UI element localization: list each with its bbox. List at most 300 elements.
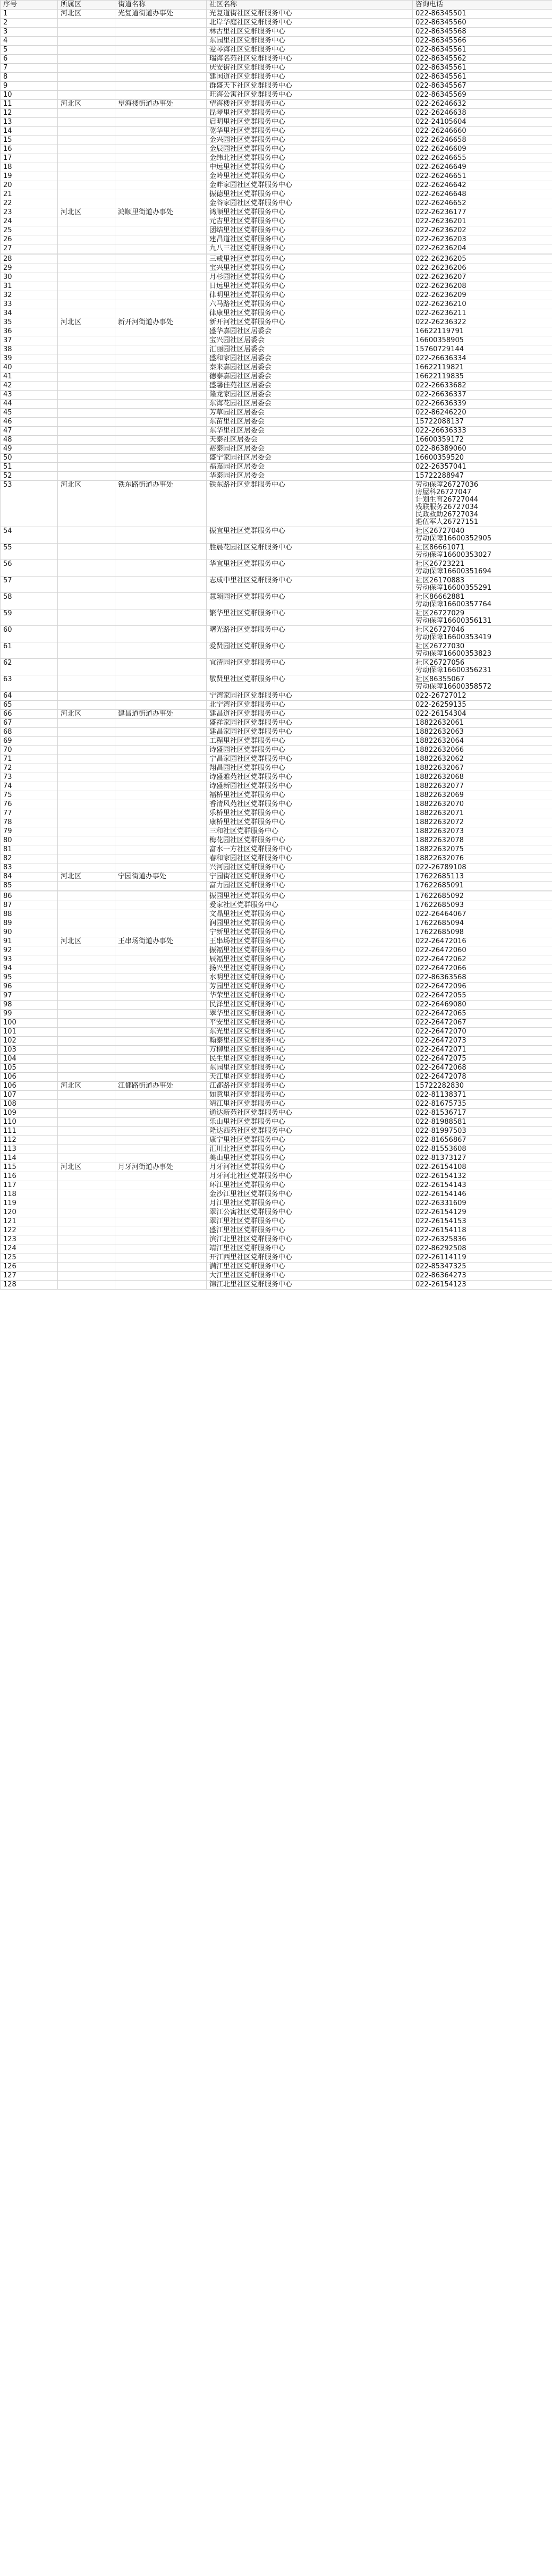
cell-index: 22 [1,199,58,208]
cell-index: 17 [1,154,58,163]
cell-community: 宝兴里社区党群服务中心 [207,264,413,273]
cell-street [115,827,207,836]
cell-community: 文晶里社区党群服务中心 [207,910,413,919]
cell-community: 金辰园社区党群服务中心 [207,145,413,154]
cell-street [115,382,207,391]
cell-index: 27 [1,244,58,253]
cell-phone: 022-26246632 [413,100,552,109]
cell-index: 2 [1,19,58,28]
table-row [1,892,552,901]
table-row [1,217,552,226]
cell-district [58,127,115,136]
table-row [1,1073,552,1082]
cell-index: 106 [1,1073,58,1082]
table-row [1,1010,552,1019]
cell-street [115,577,207,593]
cell-street [115,136,207,145]
cell-community: 万柳里社区党群服务中心 [207,1046,413,1055]
cell-community: 盛华嘉园社区居委会 [207,327,413,336]
cell-phone: 18822632077 [413,782,552,791]
cell-community: 靖江里社区党群服务中心 [207,1244,413,1253]
cell-index: 40 [1,363,58,372]
table-row [1,701,552,710]
table-row [1,901,552,910]
cell-district [58,354,115,363]
cell-phone: 022-26472068 [413,1064,552,1073]
table-row [1,992,552,1001]
cell-district [58,791,115,800]
cell-community: 大江里社区党群服务中心 [207,1272,413,1281]
cell-phone: 社区26727029 劳动保障16600356131 [413,609,552,626]
table-row [1,345,552,354]
cell-district [58,445,115,454]
cell-phone: 022-26472055 [413,992,552,1001]
cell-street: 江都路街道办事处 [115,1082,207,1091]
cell-index: 99 [1,1010,58,1019]
cell-index: 97 [1,992,58,1001]
table-row [1,982,552,992]
cell-community: 振宜里社区党群服务中心 [207,527,413,544]
cell-community: 三和社区党群服务中心 [207,827,413,836]
cell-phone: 022-81373127 [413,1154,552,1163]
cell-community: 九八三社区党群服务中心 [207,244,413,253]
cell-index: 44 [1,400,58,409]
table-row [1,1055,552,1064]
cell-phone: 022-26727012 [413,692,552,701]
cell-index: 59 [1,609,58,626]
table-row [1,1028,552,1037]
table-row [1,1244,552,1253]
cell-district [58,145,115,154]
cell-index: 45 [1,409,58,418]
cell-index: 100 [1,1019,58,1028]
cell-district [58,1109,115,1118]
cell-district [58,217,115,226]
cell-index: 84 [1,872,58,882]
cell-index: 65 [1,701,58,710]
table-row [1,1235,552,1244]
cell-index: 76 [1,800,58,809]
table-row [1,463,552,472]
table-row [1,1046,552,1055]
cell-phone: 022-26236206 [413,264,552,273]
cell-district [58,1181,115,1190]
cell-community: 东园里社区党群服务中心 [207,1064,413,1073]
cell-phone: 022-26236203 [413,235,552,244]
cell-community: 裕泰园社区居委会 [207,445,413,454]
cell-phone: 18822632069 [413,791,552,800]
cell-district [58,809,115,818]
cell-community: 新开河社区党群服务中心 [207,318,413,327]
table-row [1,1262,552,1272]
cell-street [115,1100,207,1109]
cell-street: 宁园街道办事处 [115,872,207,882]
table-row [1,244,552,253]
cell-street [115,181,207,190]
table-row [1,10,552,19]
cell-index: 72 [1,764,58,773]
header-row [1,1,552,10]
cell-community: 建昌家园社区党群服务中心 [207,728,413,737]
cell-index: 92 [1,946,58,955]
cell-phone: 022-24105604 [413,118,552,127]
cell-community: 旺海公寓社区党群服务中心 [207,91,413,100]
header-street: 街道名称 [115,1,207,10]
cell-community: 元吉里社区党群服务中心 [207,217,413,226]
cell-community: 盛宁家园社区居委会 [207,454,413,463]
table-row [1,208,552,217]
cell-index: 54 [1,527,58,544]
cell-community: 月牙河北社区党群服务中心 [207,1172,413,1181]
cell-district [58,363,115,372]
cell-street [115,345,207,354]
header-district: 所属区 [58,1,115,10]
cell-phone: 17622685098 [413,928,552,937]
cell-district [58,1118,115,1127]
table-row [1,382,552,391]
cell-phone: 022-26154118 [413,1226,552,1235]
cell-street [115,409,207,418]
cell-street [115,1136,207,1145]
cell-district [58,1010,115,1019]
cell-community: 北岸华庭社区党群服务中心 [207,19,413,28]
cell-index: 105 [1,1064,58,1073]
cell-index: 83 [1,863,58,872]
cell-phone: 022-26236208 [413,282,552,291]
cell-index: 13 [1,118,58,127]
cell-district [58,282,115,291]
cell-district [58,928,115,937]
header-index: 序号 [1,1,58,10]
cell-district [58,19,115,28]
cell-district [58,235,115,244]
cell-community: 月江里社区党群服务中心 [207,1199,413,1208]
cell-phone: 18822632076 [413,854,552,863]
cell-street [115,527,207,544]
cell-community: 胜晨花园社区党群服务中心 [207,544,413,560]
cell-district [58,593,115,609]
cell-street [115,882,207,891]
cell-street [115,609,207,626]
cell-community: 群盛天下社区党群服务中心 [207,82,413,91]
cell-district [58,642,115,659]
cell-district [58,37,115,46]
cell-street [115,1028,207,1037]
cell-district [58,1217,115,1226]
cell-index: 69 [1,737,58,746]
cell-street [115,675,207,692]
cell-district [58,273,115,282]
cell-index: 21 [1,190,58,199]
cell-street [115,1217,207,1226]
cell-community: 盛馨佳苑社区居委会 [207,382,413,391]
cell-street [115,37,207,46]
cell-phone: 022-81997503 [413,1127,552,1136]
cell-district [58,91,115,100]
cell-street: 鸿顺里街道办事处 [115,208,207,217]
table-row [1,791,552,800]
cell-phone: 15722288947 [413,472,552,481]
cell-index: 127 [1,1272,58,1281]
cell-index: 20 [1,181,58,190]
cell-street [115,418,207,427]
cell-street [115,1019,207,1028]
cell-street [115,163,207,172]
cell-street [115,190,207,199]
cell-district [58,1019,115,1028]
cell-phone: 022-86345562 [413,55,552,64]
table-row [1,336,552,345]
table-row [1,318,552,327]
cell-phone: 022-86345569 [413,91,552,100]
cell-district [58,255,115,264]
cell-community: 德泰嘉园社区居委会 [207,372,413,382]
cell-index: 28 [1,255,58,264]
cell-phone: 022-26246638 [413,109,552,118]
cell-street [115,626,207,642]
cell-phone: 022-26636337 [413,391,552,400]
cell-community: 翠江公寓社区党群服务中心 [207,1208,413,1217]
cell-phone: 18822632066 [413,746,552,755]
cell-phone: 022-26246609 [413,145,552,154]
cell-district [58,64,115,73]
cell-community: 宁园街社区党群服务中心 [207,872,413,882]
cell-index: 75 [1,791,58,800]
cell-district: 河北区 [58,1082,115,1091]
cell-index: 124 [1,1244,58,1253]
cell-street [115,226,207,235]
cell-street [115,1190,207,1199]
cell-community: 望海楼社区党群服务中心 [207,100,413,109]
cell-street [115,845,207,854]
cell-index: 104 [1,1055,58,1064]
cell-district [58,136,115,145]
cell-district [58,172,115,181]
cell-community: 林古里社区党群服务中心 [207,28,413,37]
table-row [1,773,552,782]
cell-street: 铁东路街道办事处 [115,481,207,527]
cell-phone: 022-86345567 [413,82,552,91]
cell-community: 东光里社区党群服务中心 [207,1028,413,1037]
cell-index: 117 [1,1181,58,1190]
cell-community: 香清风苑社区党群服务中心 [207,800,413,809]
cell-district [58,973,115,982]
cell-phone: 17622685094 [413,919,552,928]
cell-index: 4 [1,37,58,46]
cell-district [58,427,115,436]
cell-index: 66 [1,710,58,719]
cell-index: 38 [1,345,58,354]
cell-index: 30 [1,273,58,282]
cell-community: 盛江里社区党群服务中心 [207,1226,413,1235]
cell-index: 95 [1,973,58,982]
table-row [1,1226,552,1235]
cell-district: 河北区 [58,208,115,217]
cell-district [58,1136,115,1145]
cell-index: 98 [1,1001,58,1010]
cell-district [58,1064,115,1073]
cell-district: 河北区 [58,481,115,527]
cell-index: 128 [1,1281,58,1290]
table-row [1,28,552,37]
cell-district [58,737,115,746]
cell-community: 爱家社区党群服务中心 [207,901,413,910]
cell-community: 乐山里社区党群服务中心 [207,1118,413,1127]
table-row [1,642,552,659]
cell-phone: 022-26246660 [413,127,552,136]
table-row [1,1109,552,1118]
table-row [1,527,552,544]
cell-phone: 022-26236205 [413,255,552,264]
table-row [1,445,552,454]
cell-street [115,892,207,901]
cell-district [58,118,115,127]
cell-community: 律康里社区党群服务中心 [207,309,413,318]
cell-street [115,1010,207,1019]
cell-street [115,809,207,818]
cell-phone: 社区86662881 劳动保障16600357764 [413,593,552,609]
table-row [1,560,552,577]
cell-phone: 022-81675735 [413,1100,552,1109]
cell-district [58,692,115,701]
cell-phone: 022-81553608 [413,1145,552,1154]
cell-district [58,854,115,863]
cell-index: 42 [1,382,58,391]
cell-street [115,445,207,454]
cell-district: 河北区 [58,872,115,882]
cell-phone: 022-26236209 [413,291,552,300]
table-row [1,172,552,181]
cell-district [58,409,115,418]
cell-street: 望海楼街道办事处 [115,100,207,109]
cell-street: 月牙河街道办事处 [115,1163,207,1172]
cell-district [58,892,115,901]
cell-street [115,327,207,336]
cell-community: 华荣里社区党群服务中心 [207,992,413,1001]
cell-index: 56 [1,560,58,577]
cell-district [58,901,115,910]
cell-phone: 022-26259135 [413,701,552,710]
cell-phone: 022-26472065 [413,1010,552,1019]
cell-index: 35 [1,318,58,327]
table-row [1,675,552,692]
cell-phone: 022-26472060 [413,946,552,955]
cell-community: 滨江北里社区党群服务中心 [207,1235,413,1244]
cell-community: 东华里社区居委会 [207,427,413,436]
cell-phone: 18822632067 [413,764,552,773]
cell-community: 六马路社区党群服务中心 [207,300,413,309]
cell-index: 52 [1,472,58,481]
cell-community: 如意里社区党群服务中心 [207,1091,413,1100]
cell-phone: 022-86364273 [413,1272,552,1281]
cell-index: 74 [1,782,58,791]
cell-street [115,773,207,782]
table-row [1,1091,552,1100]
table-row [1,863,552,872]
cell-community: 宁昌家园社区党群服务中心 [207,755,413,764]
cell-district [58,391,115,400]
cell-community: 康宁里社区党群服务中心 [207,1136,413,1145]
cell-street [115,235,207,244]
cell-district [58,345,115,354]
cell-index: 68 [1,728,58,737]
cell-district [58,382,115,391]
table-row [1,1037,552,1046]
cell-street [115,1046,207,1055]
table-row [1,273,552,282]
cell-phone: 022-26246655 [413,154,552,163]
cell-community: 靖江里社区党群服务中心 [207,1100,413,1109]
cell-phone: 022-26246642 [413,181,552,190]
cell-index: 31 [1,282,58,291]
table-row [1,854,552,863]
cell-index: 62 [1,659,58,675]
cell-district [58,719,115,728]
table-row [1,1145,552,1154]
cell-phone: 022-81138371 [413,1091,552,1100]
cell-district [58,560,115,577]
cell-district [58,199,115,208]
cell-community: 昆琴里社区党群服务中心 [207,109,413,118]
cell-street [115,1037,207,1046]
cell-community: 隆达西苑社区党群服务中心 [207,1127,413,1136]
cell-index: 113 [1,1145,58,1154]
cell-district [58,992,115,1001]
table-row [1,100,552,109]
table-row [1,255,552,264]
table-row [1,1217,552,1226]
cell-phone: 022-26154146 [413,1190,552,1199]
table-row [1,91,552,100]
table-row [1,199,552,208]
cell-street [115,1235,207,1244]
cell-phone: 社区26727040 劳动保障16600352905 [413,527,552,544]
table-row [1,910,552,919]
cell-index: 14 [1,127,58,136]
cell-district [58,910,115,919]
cell-index: 29 [1,264,58,273]
cell-index: 121 [1,1217,58,1226]
cell-street [115,544,207,560]
table-row [1,327,552,336]
cell-index: 50 [1,454,58,463]
table-row [1,1208,552,1217]
table-row [1,46,552,55]
cell-community: 鸿顺里社区党群服务中心 [207,208,413,217]
cell-community: 诗盛园社区党群服务中心 [207,746,413,755]
cell-index: 49 [1,445,58,454]
cell-phone: 022-86363568 [413,973,552,982]
cell-district [58,418,115,427]
table-row [1,964,552,973]
cell-district [58,336,115,345]
table-row [1,737,552,746]
table-row [1,163,552,172]
cell-district [58,55,115,64]
cell-index: 89 [1,919,58,928]
cell-district [58,163,115,172]
cell-community: 宜清园社区党群服务中心 [207,659,413,675]
cell-phone: 17622685091 [413,882,552,891]
table-row [1,764,552,773]
cell-phone: 17622685092 [413,892,552,901]
cell-street [115,1127,207,1136]
cell-phone: 18822632064 [413,737,552,746]
cell-index: 109 [1,1109,58,1118]
cell-district [58,845,115,854]
cell-street [115,46,207,55]
cell-phone: 18822632078 [413,836,552,845]
